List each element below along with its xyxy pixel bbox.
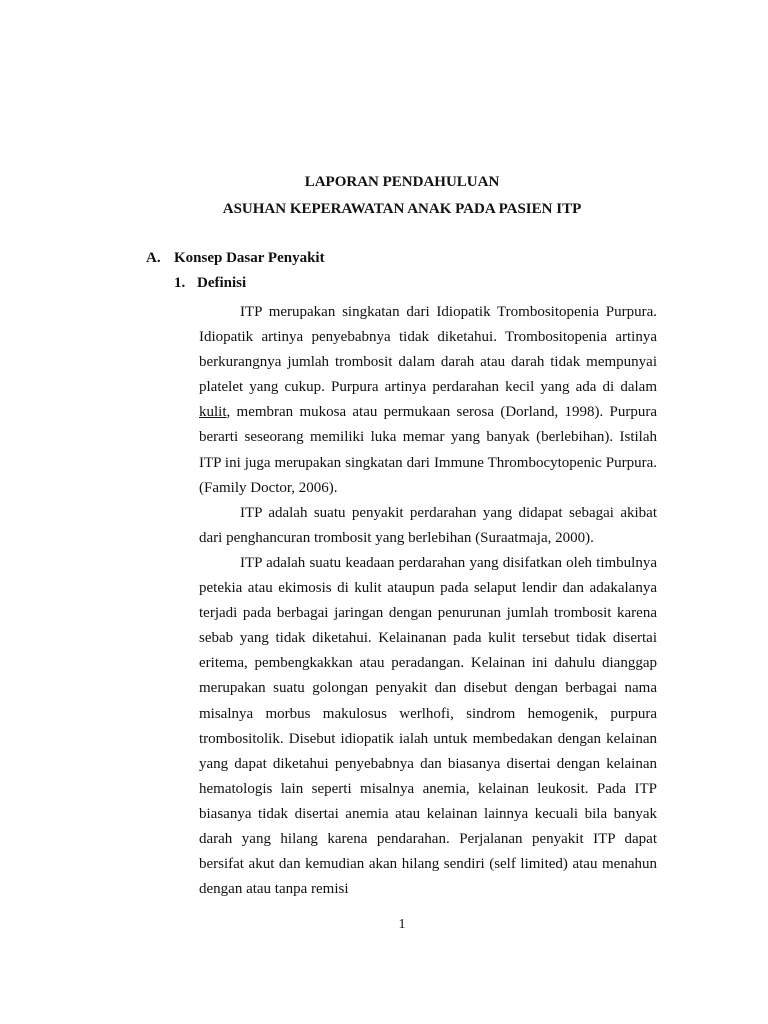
document-title: LAPORAN PENDAHULUAN [304,174,500,190]
section-heading [146,250,325,267]
paragraph-bleeding-disease: ITP adalah suatu penyakit perdarahan yang didapat sebagai akibat dari penghancuran trombosit yang berlebihan (Suraatmaja, 2000). [199,504,657,546]
paragraph-text: ITP merupakan singkatan dari Idiopatik Trombositopenia Purpura. Idiopatik artinya penyebabnya tidak diketahui. Trombositopenia artinya berkurangnya jumlah trombosit dalam darah atau darah tidak mempunyai platelet yang cukup. Purpura artinya perdarahan kecil yang ada di dalam [199,304,657,396]
subsection-label: Definisi [197,275,247,291]
subsection-marker: 1. [174,275,186,291]
body-text [199,300,657,902]
paragraph-condition: ITP adalah suatu keadaan perdarahan yang disifatkan oleh timbulnya petekia atau ekimosis di kulit ataupun pada selaput lendir dan adakalanya terjadi pada berbagai jaringan dengan penurunan jumlah trombosit karena sebab yang tidak diketahui. Kelainanan pada kulit tersebut tidak disertai eritema, pembengkakkan atau peradangan. Kelainan ini dahulu dianggap merupakan suatu golongan penyakit dan disebut dengan berbagai nama misalnya morbus makulosus werlhofi, sindrom hemogenik, purpura trombositolik. Disebut idiopatik ialah untuk membedakan dengan kelainan yang dapat diketahui penyebabnya dan biasanya disertai dengan kelainan hematologis lain seperti misalnya anemia, kelainan leukosit. Pada ITP biasanya tidak disertai anemia atau kelainan lainnya kecuali bila banyak darah yang hilang karena pendarahan. Perjalanan penyakit ITP dapat bersifat akut dan kemudian akan hilang sendiri (self limited) atau menahun dengan atau tanpa remisi [199,554,657,898]
section-marker: A. [146,250,161,266]
paragraph-text: , membran mukosa atau permukaan serosa (Dorland, 1998). Purpura berarti seseorang memiliki luka memar yang banyak (berlebihan). Istilah ITP ini juga merupakan singkatan dari Immune Thrombocytopenic Purpura. (Family Doctor, 2006). [199,404,657,496]
page-number: 1 [398,917,406,932]
paragraph-definition [199,300,657,501]
section-label: Konsep Dasar Penyakit [174,250,325,266]
subsection-heading [174,275,246,292]
underlined-word: kulit [199,404,227,421]
document-subtitle: ASUHAN KEPERAWATAN ANAK PADA PASIEN ITP [222,201,582,217]
